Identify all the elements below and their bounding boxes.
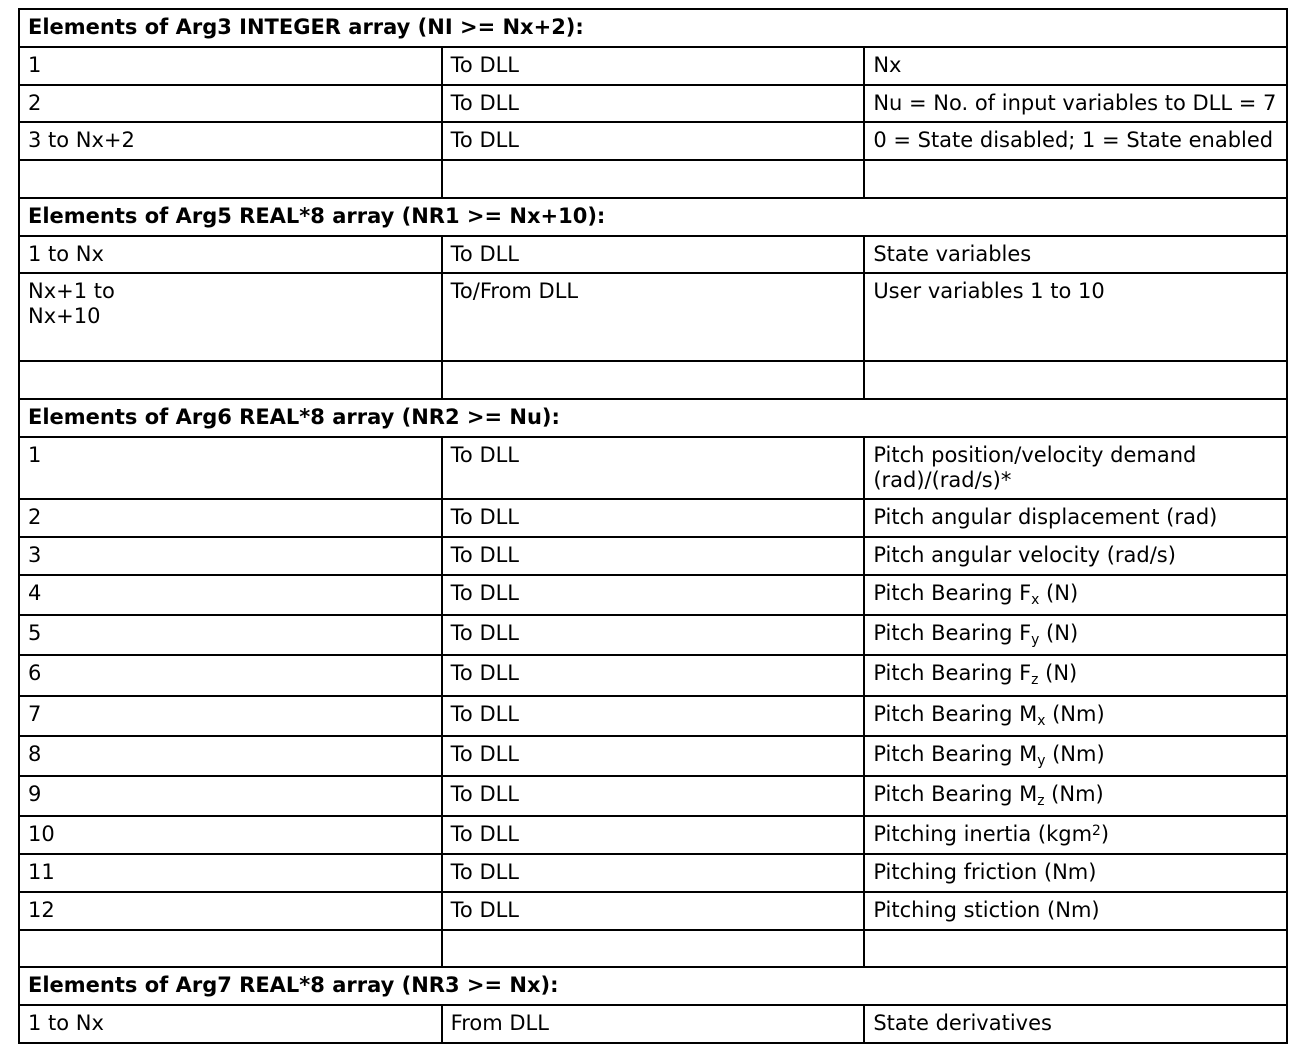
row-direction-cell: To DLL — [442, 437, 865, 500]
row-direction-cell: To DLL — [442, 537, 865, 575]
row-description-cell: User variables 1 to 10 — [864, 273, 1287, 361]
section-heading: Elements of Arg5 REAL*8 array (NR1 >= Nx+10): — [19, 198, 1287, 236]
table-row — [19, 236, 1287, 274]
dll-interface-table — [18, 8, 1288, 1044]
row-description-cell: State variables — [864, 236, 1287, 274]
row-description-cell: Pitching inertia (kgm$^2$) — [864, 816, 1287, 854]
table-body — [19, 9, 1287, 1043]
spacer-cell — [19, 930, 442, 968]
row-description-cell: Pitch Bearing $F_y$ (N) — [864, 615, 1287, 655]
spacer-cell — [442, 361, 865, 399]
row-index-cell: 10 — [19, 816, 442, 854]
row-index-cell: 8 — [19, 736, 442, 776]
row-description-cell: Pitch angular displacement (rad) — [864, 499, 1287, 537]
row-index-cell: 3 — [19, 537, 442, 575]
row-direction-cell: To DLL — [442, 655, 865, 695]
row-direction-cell: To DLL — [442, 499, 865, 537]
row-index-cell: 3 to Nx+2 — [19, 122, 442, 160]
row-direction-cell: To DLL — [442, 854, 865, 892]
row-direction-cell: To DLL — [442, 575, 865, 615]
spacer-cell — [864, 930, 1287, 968]
section-heading: Elements of Arg6 REAL*8 array (NR2 >= Nu): — [19, 399, 1287, 437]
table-row — [19, 575, 1287, 615]
row-description-cell: Pitching friction (Nm) — [864, 854, 1287, 892]
spacer-cell — [19, 361, 442, 399]
table-row — [19, 47, 1287, 85]
table-row — [19, 499, 1287, 537]
spacer-cell — [19, 160, 442, 198]
table-row — [19, 273, 1287, 361]
section-heading: Elements of Arg7 REAL*8 array (NR3 >= Nx): — [19, 967, 1287, 1005]
table-row — [19, 696, 1287, 736]
row-description-cell: Pitch Bearing $M_x$ (Nm) — [864, 696, 1287, 736]
row-direction-cell: To DLL — [442, 236, 865, 274]
row-direction-cell: From DLL — [442, 1005, 865, 1043]
table-row — [19, 122, 1287, 160]
row-index-cell: 1 to Nx — [19, 236, 442, 274]
table-row — [19, 655, 1287, 695]
row-description-cell: Pitching stiction (Nm) — [864, 892, 1287, 930]
row-description-cell: Pitch Bearing $M_z$ (Nm) — [864, 776, 1287, 816]
table-row — [19, 736, 1287, 776]
row-index-cell: 5 — [19, 615, 442, 655]
row-description-cell: Pitch position/velocity demand (rad)/(rad/s)* — [864, 437, 1287, 500]
row-index-cell: 1 — [19, 47, 442, 85]
row-index-cell: 2 — [19, 85, 442, 123]
table-row — [19, 816, 1287, 854]
table-row — [19, 1005, 1287, 1043]
row-direction-cell: To DLL — [442, 816, 865, 854]
row-description-cell: Nu = No. of input variables to DLL = 7 — [864, 85, 1287, 123]
row-direction-cell: To DLL — [442, 696, 865, 736]
row-direction-cell: To/From DLL — [442, 273, 865, 361]
row-index-cell: 7 — [19, 696, 442, 736]
row-direction-cell: To DLL — [442, 892, 865, 930]
row-description-cell: State derivatives — [864, 1005, 1287, 1043]
row-index-cell: Nx+1 to Nx+10 — [19, 273, 442, 361]
row-index-cell: 11 — [19, 854, 442, 892]
row-description-cell: 0 = State disabled; 1 = State enabled — [864, 122, 1287, 160]
row-direction-cell: To DLL — [442, 615, 865, 655]
row-index-cell: 2 — [19, 499, 442, 537]
table-row — [19, 854, 1287, 892]
row-index-cell: 12 — [19, 892, 442, 930]
table-row — [19, 85, 1287, 123]
section-heading-row — [19, 967, 1287, 1005]
table-row — [19, 776, 1287, 816]
table-row — [19, 892, 1287, 930]
table-row — [19, 537, 1287, 575]
row-description-cell: Nx — [864, 47, 1287, 85]
spacer-row — [19, 160, 1287, 198]
row-direction-cell: To DLL — [442, 776, 865, 816]
table-row — [19, 437, 1287, 500]
row-index-cell: 1 — [19, 437, 442, 500]
row-index-cell: 9 — [19, 776, 442, 816]
spacer-row — [19, 361, 1287, 399]
row-direction-cell: To DLL — [442, 122, 865, 160]
row-index-cell: 1 to Nx — [19, 1005, 442, 1043]
row-direction-cell: To DLL — [442, 47, 865, 85]
row-description-cell: Pitch angular velocity (rad/s) — [864, 537, 1287, 575]
row-direction-cell: To DLL — [442, 85, 865, 123]
spacer-cell — [442, 160, 865, 198]
spacer-cell — [864, 361, 1287, 399]
spacer-cell — [864, 160, 1287, 198]
row-index-cell: 4 — [19, 575, 442, 615]
section-heading-row — [19, 399, 1287, 437]
row-description-cell: Pitch Bearing $M_y$ (Nm) — [864, 736, 1287, 776]
row-direction-cell: To DLL — [442, 736, 865, 776]
row-index-cell: 6 — [19, 655, 442, 695]
table-row — [19, 615, 1287, 655]
section-heading: Elements of Arg3 INTEGER array (NI >= Nx+2): — [19, 9, 1287, 47]
row-description-cell: Pitch Bearing $F_z$ (N) — [864, 655, 1287, 695]
section-heading-row — [19, 9, 1287, 47]
spacer-cell — [442, 930, 865, 968]
section-heading-row — [19, 198, 1287, 236]
row-description-cell: Pitch Bearing $F_x$ (N) — [864, 575, 1287, 615]
spacer-row — [19, 930, 1287, 968]
